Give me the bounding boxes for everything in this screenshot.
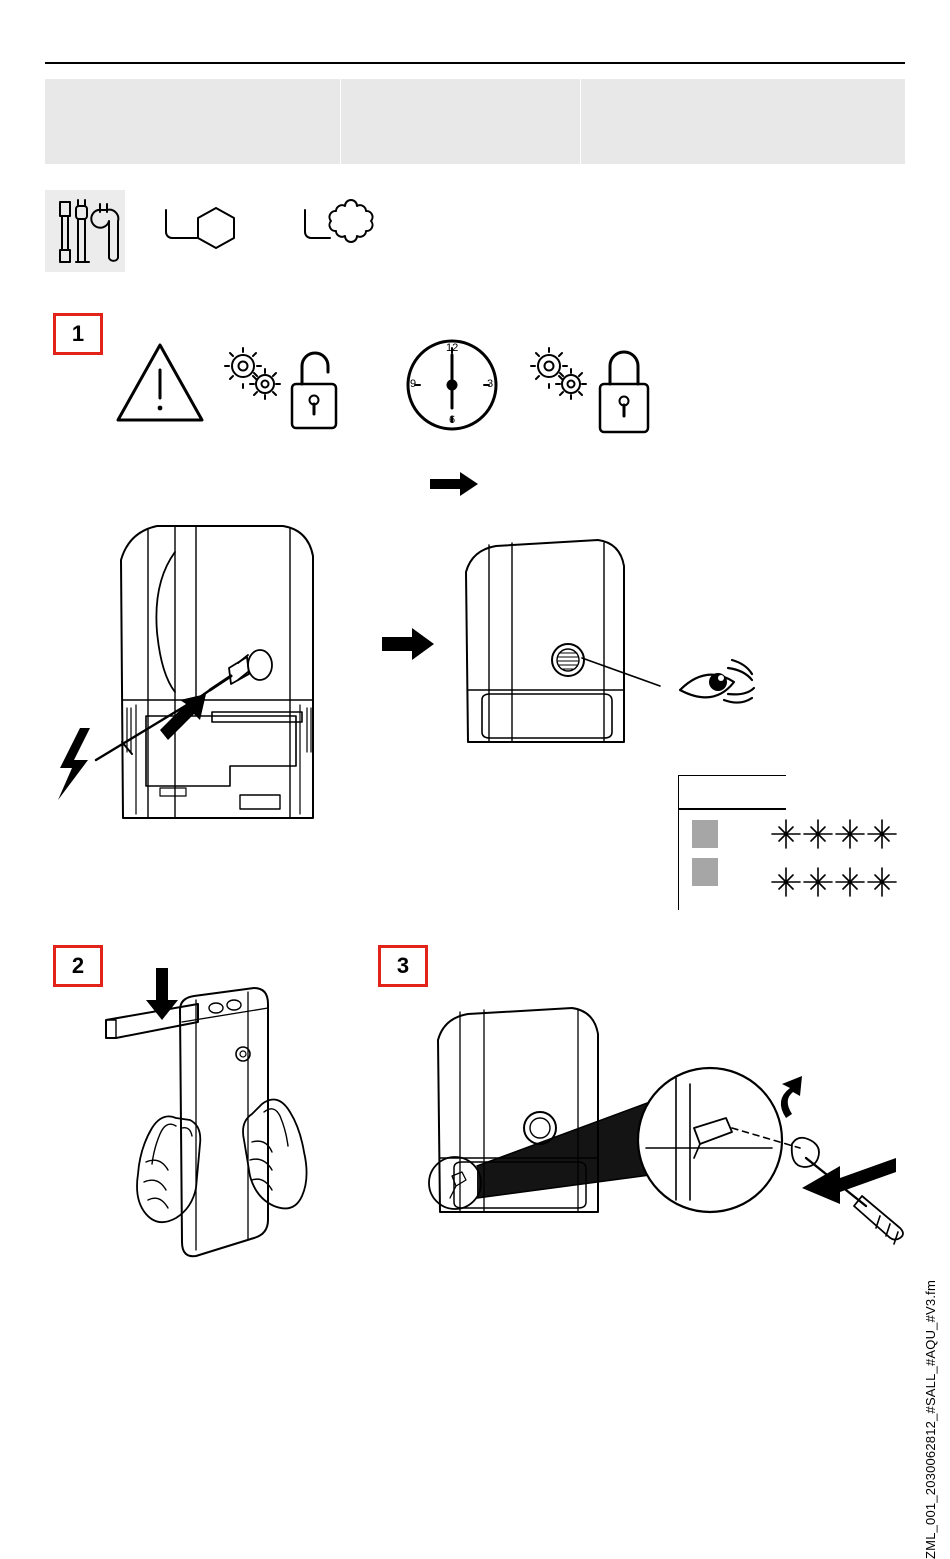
document-code: ZML_001_2030062812_#SALL_#AQU_#V3.fm: [923, 1280, 938, 1559]
eye-observe-icon: [680, 660, 754, 703]
led-legend-divider: [678, 808, 786, 810]
warning-triangle-icon: [118, 345, 202, 420]
step-number-box-2: [53, 945, 103, 987]
boiler-rear-screwdriver-illustration: [96, 526, 313, 818]
hex-key-icon: [166, 208, 234, 248]
clock-label-3: 3: [487, 378, 494, 390]
header-table: [45, 79, 905, 164]
warning-exclamation: [158, 370, 163, 410]
led-star: [868, 868, 896, 896]
led-legend-swatch-1: [692, 820, 718, 848]
led-star: [804, 868, 832, 896]
boiler-clip-detail-illustration: [429, 1008, 903, 1244]
boiler-panel-hands-illustration: [106, 968, 307, 1256]
step-number-box-3: [378, 945, 428, 987]
led-legend-row-1: [772, 820, 896, 848]
led-star: [868, 820, 896, 848]
lightning-bolt-icon: [58, 728, 90, 800]
arrow-right-top: [430, 472, 478, 496]
gears-lock-icon: [531, 348, 648, 432]
header-cell-2: [341, 79, 581, 164]
step-number-1: 1: [71, 321, 85, 346]
clock-label-9: 9: [410, 378, 417, 390]
gears-unlock-icon: [225, 348, 336, 428]
led-legend-row-2: [772, 868, 896, 896]
top-rule: [45, 62, 905, 64]
led-star: [836, 868, 864, 896]
step-number-3: 3: [396, 953, 410, 978]
led-star: [804, 820, 832, 848]
header-cell-3: [581, 79, 905, 164]
tool-kit-box: [45, 190, 125, 272]
header-cell-1: [45, 79, 341, 164]
led-star: [836, 820, 864, 848]
clock-label-6: 6: [449, 414, 456, 426]
step-number-2: 2: [71, 953, 85, 978]
arrow-right-middle: [382, 628, 434, 660]
torx-key-icon: [305, 200, 373, 242]
led-legend-swatch-2: [692, 858, 718, 886]
clock-label-12: 12: [446, 342, 459, 354]
step-number-box-1: [53, 313, 103, 355]
boiler-front-indicator-illustration: [466, 540, 660, 742]
